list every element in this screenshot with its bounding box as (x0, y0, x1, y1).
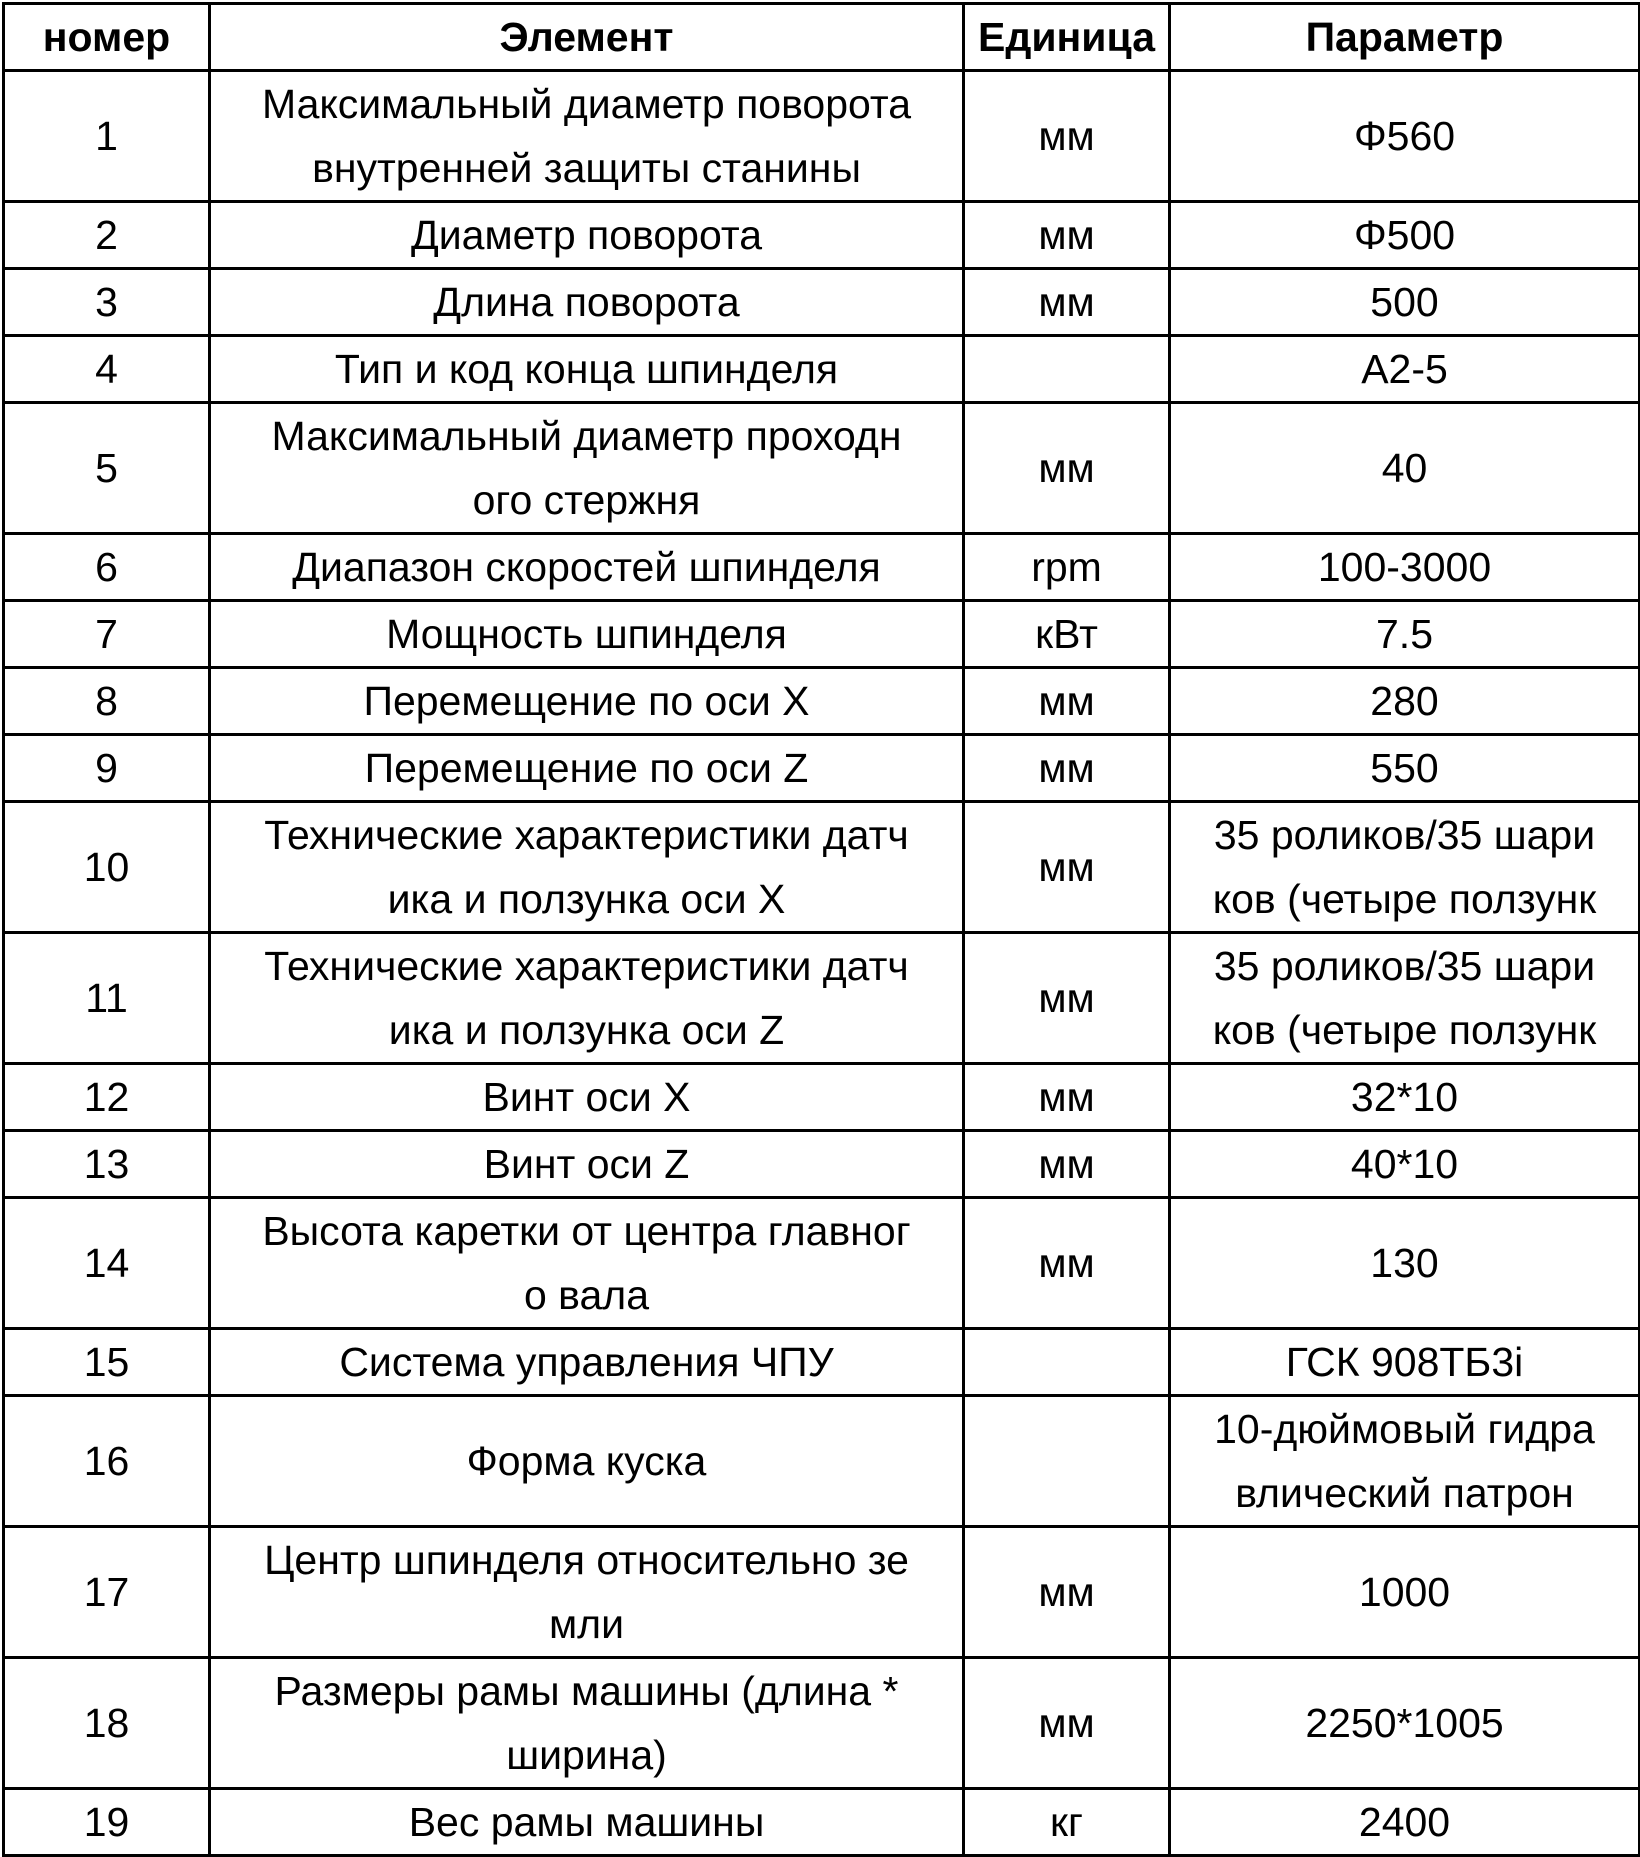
cell-num: 19 (4, 1789, 210, 1856)
element-text-line: Центр шпинделя относительно зе (264, 1537, 909, 1583)
cell-param (1170, 403, 1640, 534)
cell-param (1170, 933, 1640, 1064)
element-text-line: мли (548, 1601, 624, 1647)
element-text-line: Вес рамы машины (408, 1799, 765, 1845)
param-text-line: 2250*1005 (1305, 1700, 1504, 1746)
table-row (4, 1789, 1640, 1856)
table-header (4, 4, 1640, 71)
param-text-line: ков (четыре ползунк (1212, 876, 1597, 922)
element-text-line: Тип и код конца шпинделя (334, 346, 839, 392)
element-text-line: ого стержня (472, 477, 701, 523)
table-row (4, 802, 1640, 933)
cell-num: 11 (4, 933, 210, 1064)
cell-param (1170, 1396, 1640, 1527)
cell-element (210, 1131, 964, 1198)
element-text-line: ика и ползунка оси Z (388, 1007, 785, 1053)
table-row (4, 336, 1640, 403)
cell-param (1170, 668, 1640, 735)
table-row (4, 534, 1640, 601)
cell-unit: мм (964, 1131, 1170, 1198)
param-text-line: 35 роликов/35 шари (1213, 812, 1596, 858)
cell-unit: мм (964, 269, 1170, 336)
cell-num: 16 (4, 1396, 210, 1527)
cell-num: 12 (4, 1064, 210, 1131)
header-element: Элемент (210, 4, 964, 71)
param-text-line: ГСК 908ТБ3i (1285, 1339, 1524, 1385)
cell-element (210, 1789, 964, 1856)
cell-num: 13 (4, 1131, 210, 1198)
param-text-line: ков (четыре ползунк (1212, 1007, 1597, 1053)
cell-element (210, 1329, 964, 1396)
table-row (4, 1396, 1640, 1527)
element-text-line: Длина поворота (433, 279, 740, 325)
element-text-line: Максимальный диаметр проходн (271, 413, 902, 459)
cell-param (1170, 1527, 1640, 1658)
cell-unit: мм (964, 933, 1170, 1064)
table-row (4, 1527, 1640, 1658)
cell-element (210, 269, 964, 336)
table-row (4, 668, 1640, 735)
element-text-line: Мощность шпинделя (386, 611, 787, 657)
param-text-line: 32*10 (1350, 1074, 1459, 1120)
spec-table (2, 2, 1640, 1857)
element-text-line: Винт оси Z (483, 1141, 690, 1187)
element-text-line: Максимальный диаметр поворота (261, 81, 912, 127)
param-text-line: Φ560 (1353, 113, 1456, 159)
table-row (4, 71, 1640, 202)
header-num: номер (4, 4, 210, 71)
cell-element (210, 1658, 964, 1789)
cell-num: 3 (4, 269, 210, 336)
cell-param (1170, 336, 1640, 403)
cell-num: 5 (4, 403, 210, 534)
cell-unit: кВт (964, 601, 1170, 668)
cell-unit: мм (964, 1198, 1170, 1329)
cell-element (210, 1064, 964, 1131)
cell-element (210, 1198, 964, 1329)
element-text-line: Высота каретки от центра главног (262, 1208, 911, 1254)
cell-param (1170, 1329, 1640, 1396)
cell-num: 15 (4, 1329, 210, 1396)
element-text-line: внутренней защиты станины (312, 145, 861, 191)
element-text-line: ика и ползунка оси X (387, 876, 786, 922)
table-row (4, 1658, 1640, 1789)
element-text-line: Перемещение по оси X (363, 678, 810, 724)
param-text-line: 100-3000 (1317, 544, 1492, 590)
cell-element (210, 601, 964, 668)
table-row (4, 1064, 1640, 1131)
table-row (4, 1198, 1640, 1329)
cell-num: 18 (4, 1658, 210, 1789)
cell-num: 4 (4, 336, 210, 403)
cell-num: 14 (4, 1198, 210, 1329)
table-row (4, 933, 1640, 1064)
param-text-line: влический патрон (1235, 1470, 1574, 1516)
header-unit: Единица (964, 4, 1170, 71)
param-text-line: 280 (1370, 678, 1439, 724)
param-text-line: 1000 (1358, 1569, 1451, 1615)
table-row (4, 269, 1640, 336)
element-text-line: Диаметр поворота (410, 212, 763, 258)
cell-param (1170, 1789, 1640, 1856)
cell-num: 8 (4, 668, 210, 735)
cell-param (1170, 534, 1640, 601)
cell-unit: мм (964, 1527, 1170, 1658)
element-text-line: Размеры рамы машины (длина * (274, 1668, 899, 1714)
cell-param (1170, 202, 1640, 269)
table-row (4, 735, 1640, 802)
cell-num: 17 (4, 1527, 210, 1658)
element-text-line: Форма куска (466, 1438, 707, 1484)
param-text-line: 7.5 (1376, 611, 1433, 657)
table-body (4, 71, 1640, 1856)
param-text-line: 35 роликов/35 шари (1213, 943, 1596, 989)
cell-element (210, 1527, 964, 1658)
param-text-line: Φ500 (1353, 212, 1456, 258)
param-text-line: 2400 (1358, 1799, 1451, 1845)
cell-param (1170, 269, 1640, 336)
cell-num: 2 (4, 202, 210, 269)
element-text-line: о вала (523, 1272, 650, 1318)
cell-param (1170, 1198, 1640, 1329)
cell-param (1170, 1658, 1640, 1789)
header-param: Параметр (1170, 4, 1640, 71)
cell-param (1170, 802, 1640, 933)
element-text-line: Технические характеристики датч (264, 812, 909, 858)
cell-unit (964, 1329, 1170, 1396)
table-row (4, 601, 1640, 668)
cell-unit: кг (964, 1789, 1170, 1856)
cell-unit (964, 336, 1170, 403)
table-row (4, 403, 1640, 534)
header-row (4, 4, 1640, 71)
table-row (4, 202, 1640, 269)
cell-unit: мм (964, 1064, 1170, 1131)
cell-num: 10 (4, 802, 210, 933)
cell-num: 7 (4, 601, 210, 668)
cell-unit: мм (964, 802, 1170, 933)
cell-num: 1 (4, 71, 210, 202)
cell-num: 9 (4, 735, 210, 802)
cell-unit (964, 1396, 1170, 1527)
cell-element (210, 1396, 964, 1527)
element-text-line: Перемещение по оси Z (364, 745, 809, 791)
cell-element (210, 202, 964, 269)
element-text-line: Система управления ЧПУ (339, 1339, 834, 1385)
cell-num: 6 (4, 534, 210, 601)
cell-param (1170, 71, 1640, 202)
param-text-line: A2-5 (1361, 346, 1448, 392)
cell-element (210, 534, 964, 601)
cell-element (210, 403, 964, 534)
cell-unit: мм (964, 668, 1170, 735)
param-text-line: 130 (1370, 1240, 1439, 1286)
param-text-line: 40*10 (1350, 1141, 1459, 1187)
cell-element (210, 735, 964, 802)
cell-param (1170, 1064, 1640, 1131)
param-text-line: 40 (1381, 445, 1428, 491)
cell-param (1170, 1131, 1640, 1198)
cell-unit: мм (964, 1658, 1170, 1789)
param-text-line: 500 (1370, 279, 1439, 325)
element-text-line: Технические характеристики датч (264, 943, 909, 989)
cell-element (210, 933, 964, 1064)
param-text-line: 10-дюймовый гидра (1214, 1406, 1595, 1452)
cell-unit: мм (964, 202, 1170, 269)
cell-element (210, 71, 964, 202)
table-row (4, 1131, 1640, 1198)
cell-unit: мм (964, 403, 1170, 534)
cell-param (1170, 601, 1640, 668)
cell-unit: мм (964, 735, 1170, 802)
table-row (4, 1329, 1640, 1396)
cell-element (210, 336, 964, 403)
cell-unit: rpm (964, 534, 1170, 601)
cell-param (1170, 735, 1640, 802)
element-text-line: Диапазон скоростей шпинделя (292, 544, 881, 590)
cell-unit: мм (964, 71, 1170, 202)
element-text-line: Винт оси X (482, 1074, 691, 1120)
param-text-line: 550 (1370, 745, 1439, 791)
element-text-line: ширина) (506, 1732, 667, 1778)
cell-element (210, 668, 964, 735)
cell-element (210, 802, 964, 933)
